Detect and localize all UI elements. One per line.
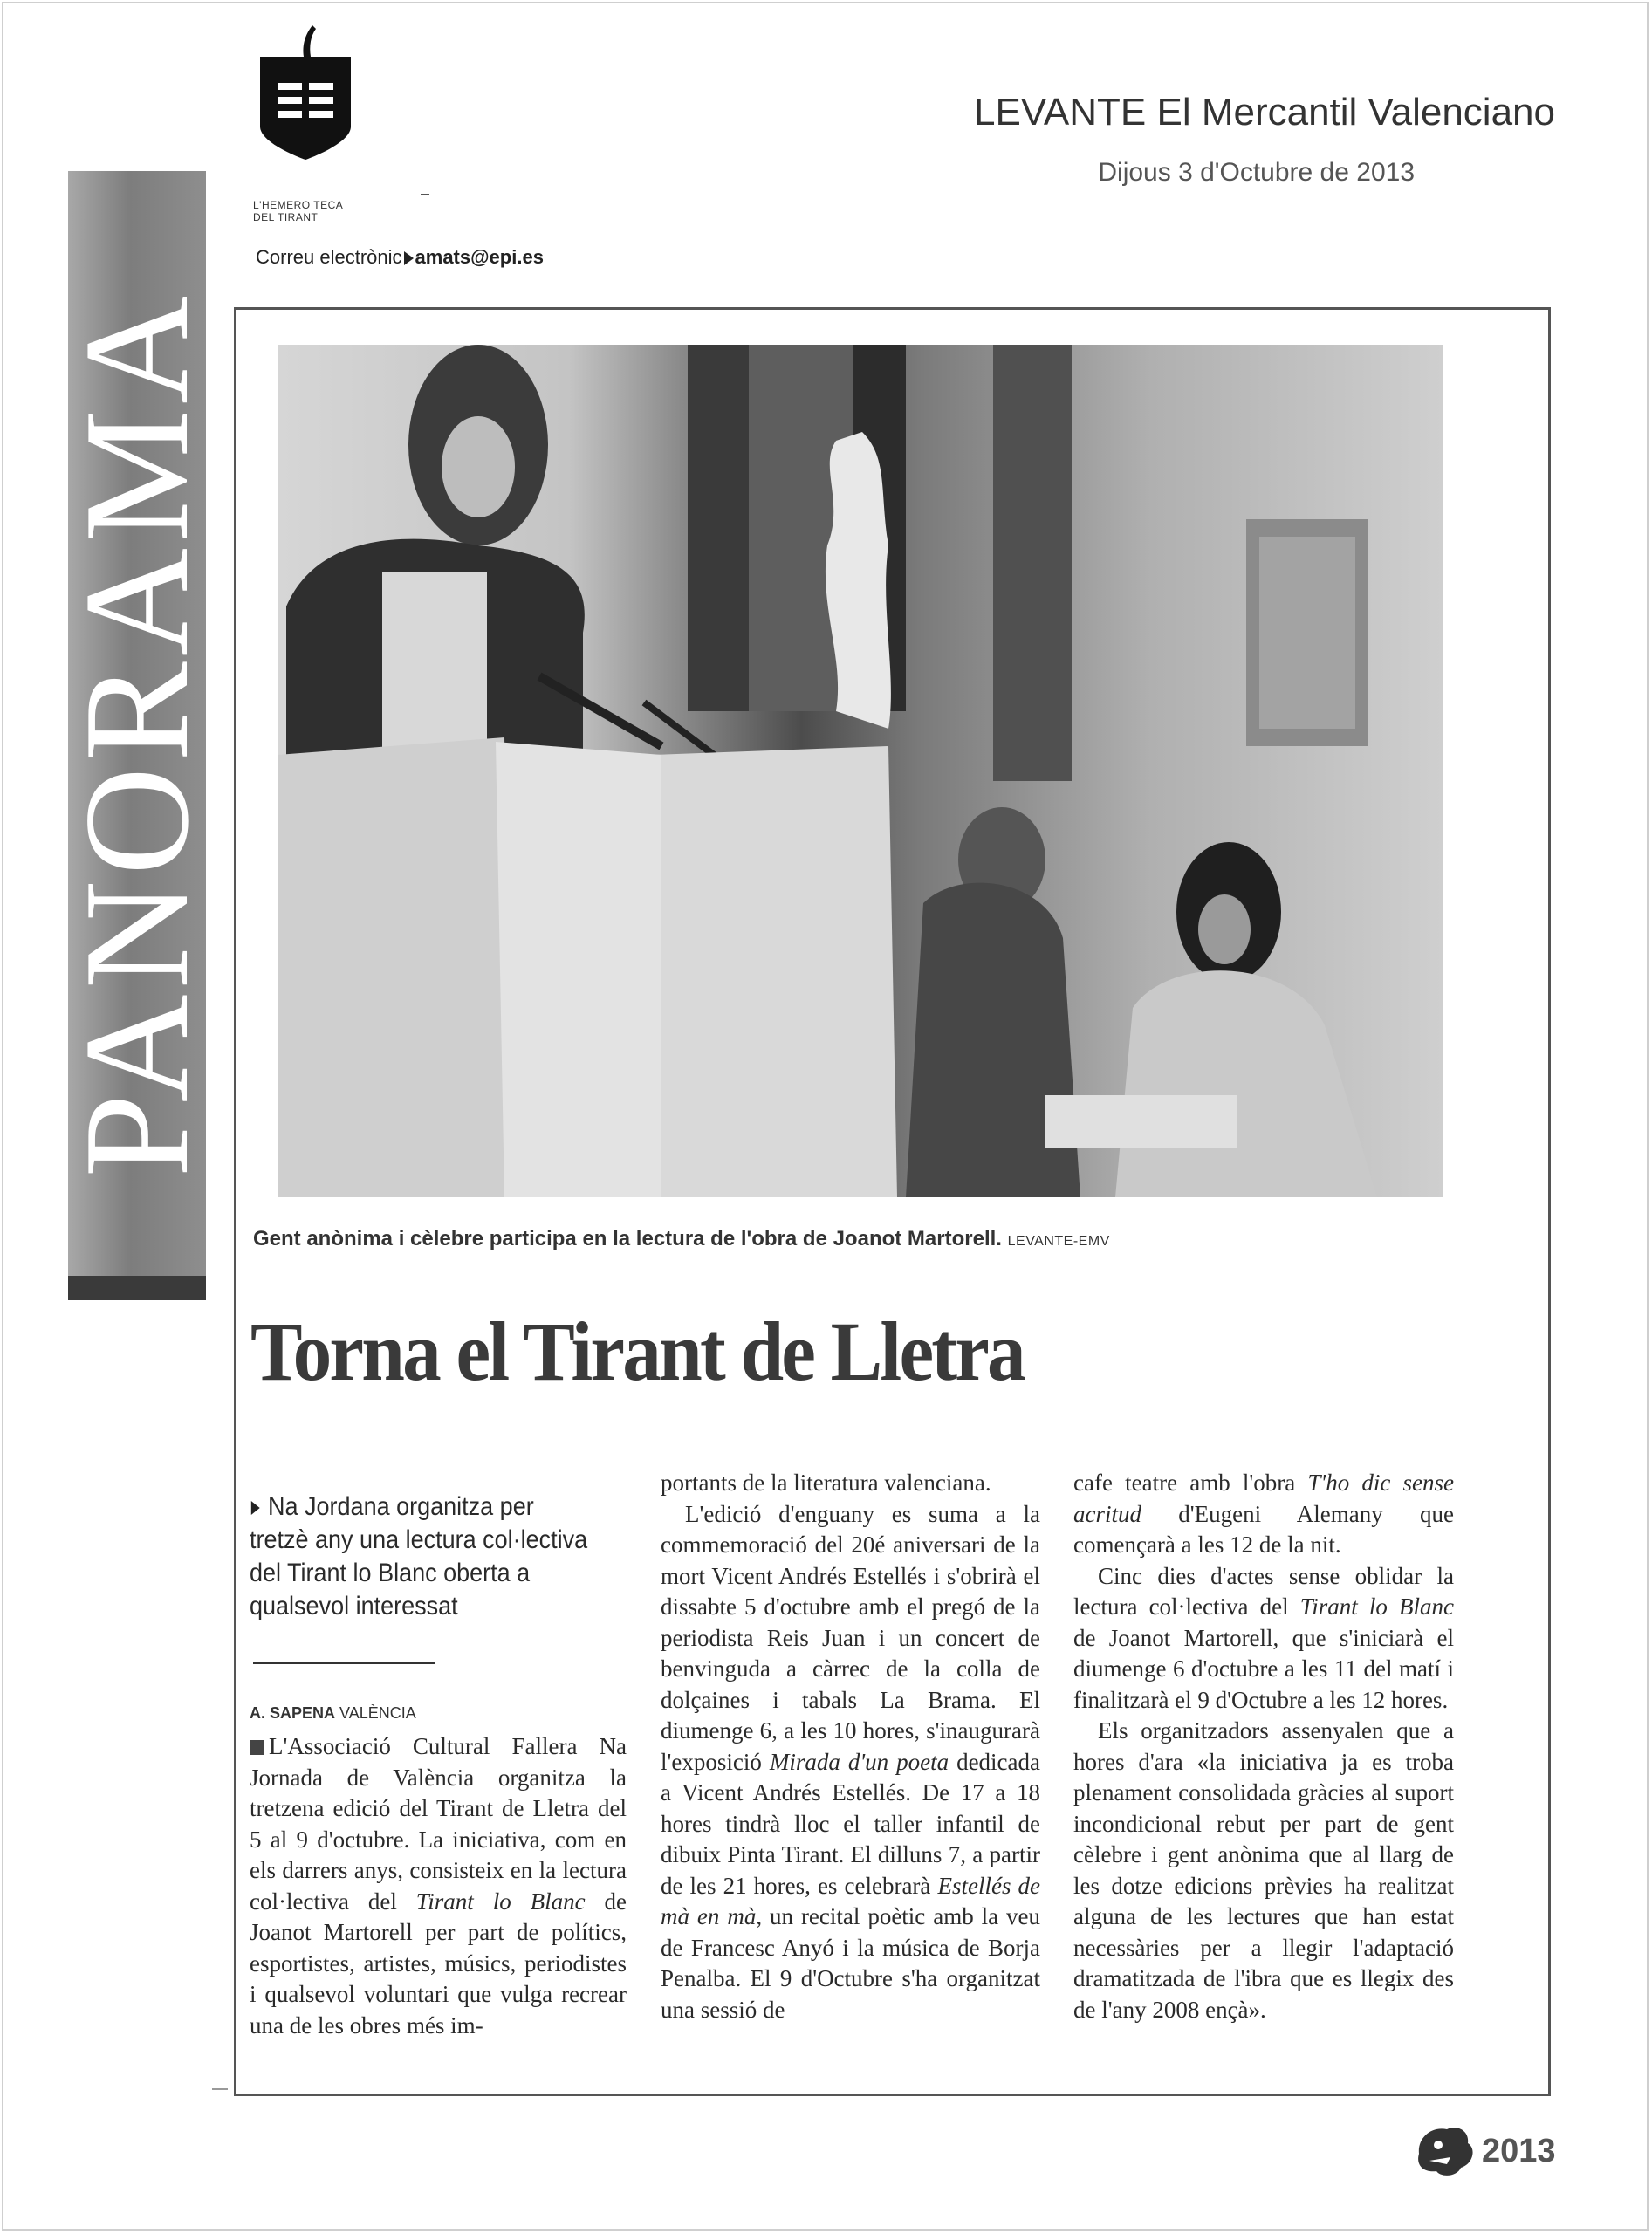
email-address[interactable]: amats@epi.es [415,246,544,268]
arrow-right-icon [251,1501,260,1515]
email-line [256,246,544,269]
byline-author: A. SAPENA [250,1704,336,1722]
section-band [54,171,220,1297]
paragraph: portants de la literatura valenciana. [661,1470,991,1496]
photo-caption [253,1227,1110,1251]
publication-title: LEVANTE El Mercantil Valenciano [974,91,1555,134]
paragraph: L'Associació Cultural Fallera Na Jornada de València organitza la tretzena edició del Tirant de Lletra del 5 al 9 d'octubre. La iniciativa, com en els darrers anys, consisteix en la lectura col·lectiva del Tirant lo Blanc de Joanot Martorell per part de polítics, esportistes, artistes, músics, periodistes i qualsevol voluntari que vulga recrear una de les obres més im- [250,1733,627,2039]
arrow-right-icon [404,251,414,265]
email-label: Correu electrònic [256,246,402,268]
footer-year: 2013 [1482,2133,1556,2169]
logo-caption-line2: DEL TIRANT [253,211,319,223]
section-band-foot [68,1276,206,1300]
article-headline: Torna el Tirant de Lletra [250,1305,1024,1398]
section-label: PANORAMA [54,290,220,1178]
paragraph: Cinc dies d'actes sense oblidar la lectura col·lectiva del Tirant lo Blanc de Joanot Martorell, que s'iniciarà el diumenge 6 d'octubre a les 11 del matí i finalitzarà el 9 d'Octubre a les 12 hores. [1073,1562,1454,1713]
byline-place: VALÈNCIA [339,1704,416,1722]
scan-mark [421,194,429,195]
subhead-divider [253,1662,435,1664]
scan-mark [212,2088,228,2090]
article-column-1 [250,1731,627,2041]
article-photo [278,345,1443,1197]
logo-caption-line1: L'HEMERO TECA [253,199,344,211]
hemeroteca-logo [253,22,358,161]
paragraph-marker-icon [250,1740,264,1755]
photo-credit: LEVANTE-EMV [1007,1234,1110,1249]
article-subhead-text: Na Jordana organitza per tretzè any una lectura col·lectiva del Tirant lo Blanc oberta a qualsevol interessat [250,1492,588,1621]
logo-caption [253,199,343,223]
paragraph: L'edició d'enguany es suma a la commemoració del 20é aniversari de la mort Vicent Andrés Estellés i s'obrirà el dissabte 5 d'octubre amb el pregó de la periodista Reis Juan i un concert de benvinguda a càrrec de la colla de dolçaines i tabals La Brama. El diumenge 6, a les 10 hores, s'inaugurarà l'exposició Mirada d'un poeta dedicada a Vicent Andrés Estellés. De 17 a 18 hores tindrà lloc el taller infantil de dibuix Pinta Tirant. El dilluns 7, a partir de les 21 hores, es celebrarà Estellés de mà en mà, un recital poètic amb la veu de Francesc Anyó i la música de Borja Penalba. El 9 d'Octubre s'ha organitzat una sessió de [661,1500,1041,2023]
article-byline [250,1704,416,1723]
paragraph: cafe teatre amb l'obra T'ho dic sense acritud d'Eugeni Alemany que començarà a les 12 de la nit. [1073,1470,1455,1558]
article-column-2 [661,1468,1040,2025]
paragraph: Els organitzadors assenyalen que a hores d'ara «la iniciativa ja es troba plenament consolidada gràcies al suport incondicional rebut per part de gent cèlebre i gent anònima que al llarg de les dotze edicions prèvies ha realitzat alguna de les lectures que han estat necessàries per a llegir l'adaptació dramatitzada de l'ibra que es llegix des de l'any 2008 ençà». [1073,1717,1454,2023]
article-column-3 [1073,1468,1454,2025]
article-subhead [250,1490,592,1623]
publication-date: Dijous 3 d'Octubre de 2013 [1098,158,1415,187]
photo-caption-text: Gent anònima i cèlebre participa en la lectura de l'obra de Joanot Martorell. [253,1227,1002,1251]
